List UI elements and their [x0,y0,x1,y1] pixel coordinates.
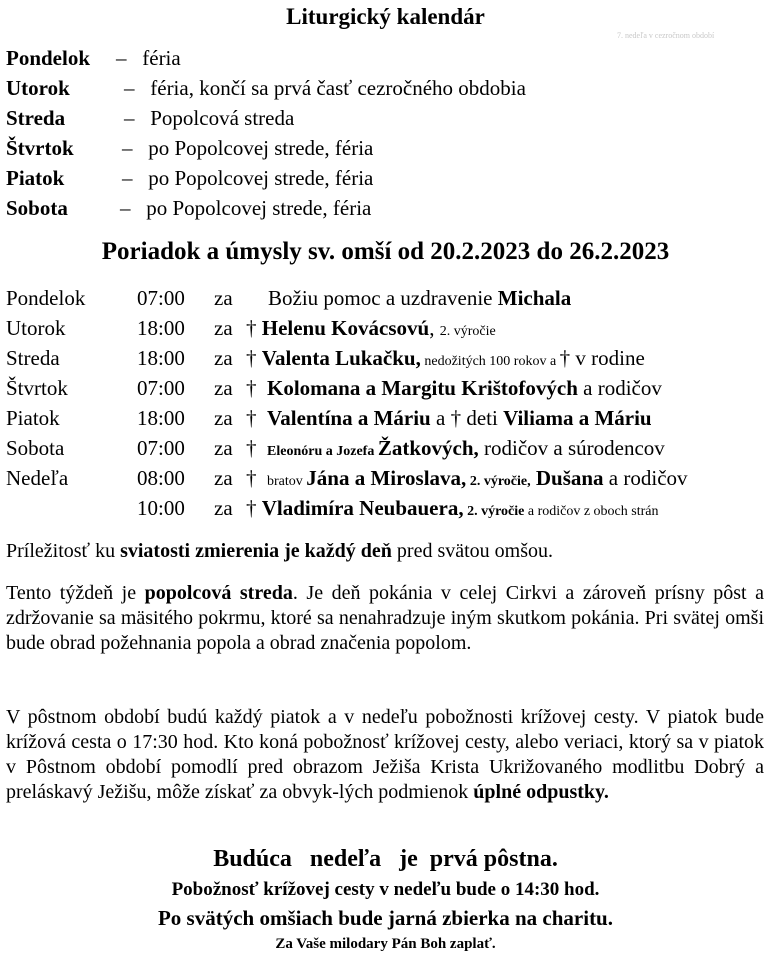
page-title: Liturgický kalendár [286,4,485,29]
mass-za: za [214,436,233,460]
mass-za: za [214,406,233,430]
footer-line-3: Po svätých omšiach bude jarná zbierka na charitu. [157,906,613,930]
stations-paragraph: V pôstnom období budú každý piatok a v nedeľu pobožnosti krížovej cesty. V piatok bude krížová cesta o 17:30 hod. Kto koná pobožnosť krížovej cesty, alebo veriaci, ktorý sa v piatok v Pôstnom období pomodlí pred obrazom Ježiša Krista Ukrižovaného modlitbu Dobrý a preláskavý Ježišu, môže získať za obvyk-lých podmienok úplné odpustky. [6,706,764,803]
cross-icon: † [246,316,257,340]
calendar-day: Sobota [6,196,68,220]
mass-row [6,436,766,464]
corner-note: 7. nedeľa v cezročnom období [617,31,715,40]
calendar-dash: – [122,166,133,190]
lent-week-paragraph: Tento týždeň je popolcová streda. Je deň pokánia v celej Cirkvi a zároveň prísny pôst a zdržovanie sa mäsitého pokrmu, ktoré sa nenahradzuje iným skutkom pokánia. Pri svätej omši bude obrad požehnania popola a obrad značenia popolom. [6,582,765,654]
calendar-row [6,166,373,191]
footer-line-1: Budúca nedeľa je prvá pôstna. [213,846,558,872]
cross-icon: † [246,346,257,370]
calendar-day: Streda [6,106,66,130]
calendar-text: po Popolcovej strede, féria [146,196,372,220]
mass-row [6,406,766,434]
mass-time: 18:00 [137,346,185,370]
mass-za: za [214,286,233,310]
mass-time: 07:00 [137,436,185,460]
mass-day: Piatok [6,406,60,430]
calendar-dash: – [124,76,135,100]
mass-intention: † Vladimíra Neubauera, 2. výročie a rodičov z oboch strán [246,496,659,520]
mass-time: 08:00 [137,466,185,490]
cross-icon: † [246,466,257,490]
mass-intention: † Kolomana a Margitu Krištofových a rodičov [246,376,662,400]
cross-icon: † [450,406,462,430]
calendar-text: féria, končí sa prvá časť cezročného obdobia [150,76,526,100]
cross-icon: † [246,376,257,400]
calendar-row [6,106,294,131]
cross-icon: † [246,406,257,430]
calendar-text: po Popolcovej strede, féria [148,136,374,160]
mass-row [6,466,766,494]
footer-line-2: Pobožnosť krížovej cesty v nedeľu bude o 14:30 hod. [171,879,600,900]
mass-day: Sobota [6,436,65,460]
mass-time: 07:00 [137,286,185,310]
mass-time: 18:00 [137,316,185,340]
cross-icon: † [246,436,257,460]
cross-icon: † [559,346,571,370]
footer-line-4: Za Vaše milodary Pán Boh zaplať. [275,936,496,952]
confession-paragraph: Príležitosť ku sviatosti zmierenia je každý deň pred svätou omšou. [6,540,554,562]
mass-time: 07:00 [137,376,185,400]
mass-time: 10:00 [137,496,185,520]
calendar-row [6,46,181,71]
mass-intention: † Eleonóru a Jozefa Žatkových, rodičov a súrodencov [246,436,665,460]
mass-day: Nedeľa [6,466,69,490]
calendar-day: Pondelok [6,46,91,70]
mass-za: za [214,376,233,400]
calendar-text: po Popolcovej strede, féria [148,166,374,190]
calendar-row [6,196,371,221]
calendar-text: féria [142,46,181,70]
mass-day: Streda [6,346,60,370]
calendar-dash: – [124,106,135,130]
calendar-dash: – [116,46,127,70]
mass-intention: † Valenta Lukačku, nedožitých 100 rokov a † v rodine [246,346,645,370]
calendar-day: Štvrtok [6,136,74,160]
calendar-text: Popolcová streda [150,106,295,130]
masses-heading: Poriadok a úmysly sv. omší od 20.2.2023 do 26.2.2023 [101,238,670,265]
mass-time: 18:00 [137,406,185,430]
calendar-day: Piatok [6,166,65,190]
mass-day: Utorok [6,316,66,340]
calendar-day: Utorok [6,76,70,100]
mass-row [6,286,766,314]
mass-row [6,496,766,524]
mass-row [6,346,766,374]
mass-za: za [214,316,233,340]
mass-row [6,376,766,404]
mass-intention: † Valentína a Máriu a † deti Viliama a Máriu [246,406,652,430]
mass-intention: † Helenu Kovácsovú, 2. výročie [246,316,496,340]
calendar-dash: – [122,136,133,160]
mass-za: za [214,346,233,370]
mass-za: za [214,496,233,520]
mass-za: za [214,466,233,490]
mass-day: Štvrtok [6,376,68,400]
mass-day: Pondelok [6,286,86,310]
calendar-row [6,76,526,101]
mass-row [6,316,766,344]
cross-icon: † [246,496,257,520]
calendar-dash: – [120,196,131,220]
calendar-row [6,136,373,161]
mass-intention: Božiu pomoc a uzdravenie Michala [268,286,572,310]
mass-intention: † bratov Jána a Miroslava, 2. výročie, Dušana a rodičov [246,466,688,490]
